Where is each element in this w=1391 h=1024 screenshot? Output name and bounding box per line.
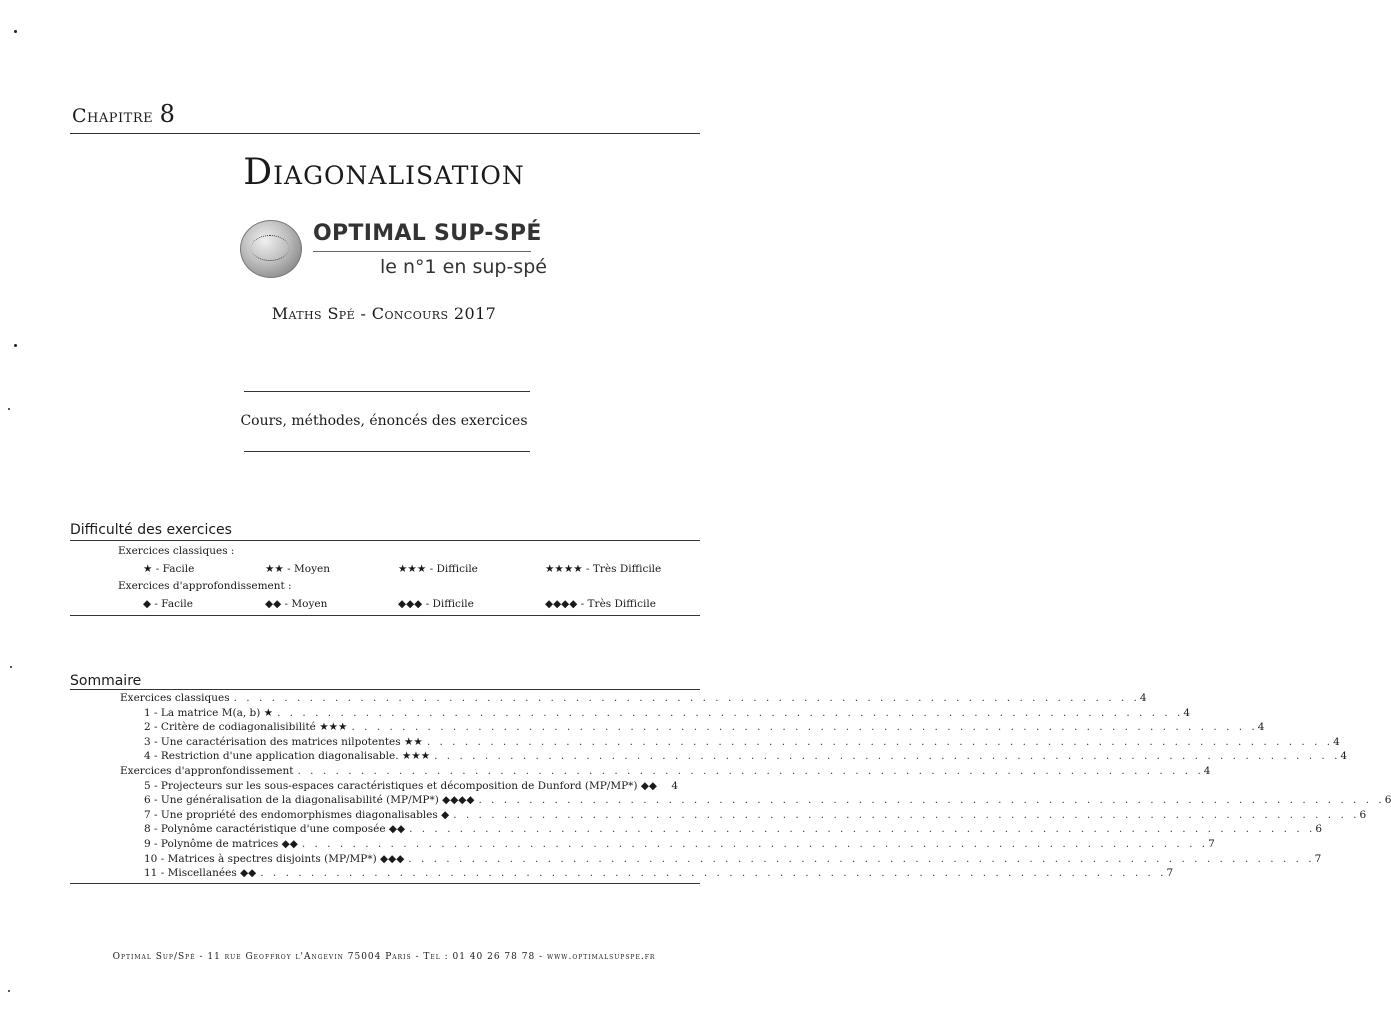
scan-mark	[10, 666, 12, 668]
toc-label: 3 - Une caractérisation des matrices nilpotentes ★★	[144, 735, 423, 748]
toc-leader: . . . . . . . . . . . . . . . . . . . . . . . . . . . . . . . . . . . . . . . . . . . . . . . . . . . . . . . . . . . . . . . . . . . . . . . .	[478, 794, 1385, 807]
toc-leader: . . . . . . . . . . . . . . . . . . . . . . . . . . . . . . . . . . . . . . . . . . . . . . . . . . . . . . . . . . . . . . . . . . . . . . . .	[301, 837, 1209, 850]
level-text: - Très Difficile	[580, 598, 656, 610]
toc-page: 7	[1314, 852, 1322, 865]
toc-leader: . . . . . . . . . . . . . . . . . . . . . . . . . . . . . . . . . . . . . . . . . . . . . . . . . . . . . . . . . . . . . . . . . . . . . . . .	[426, 735, 1334, 748]
level-text: - Moyen	[284, 598, 328, 610]
toc-label: 8 - Polynôme caractéristique d'une composée ◆◆	[144, 823, 406, 836]
advanced-label: Exercices d'approfondissement :	[118, 580, 292, 592]
toc-page: 7	[1166, 867, 1174, 880]
toc-leader: . . . . . . . . . . . . . . . . . . . . . . . . . . . . . . . . . . . . . . . . . . . . . . . . . . . . . . . . . . . . . . . . . . . . . . . .	[297, 764, 1204, 777]
level-text: - Facile	[155, 563, 195, 575]
toc-entry[interactable]	[70, 837, 1215, 852]
difficulty-level	[265, 563, 330, 575]
divider	[70, 615, 700, 616]
page-title: Diagonalisation	[243, 152, 525, 193]
chapter-label: Chapitre	[72, 105, 154, 127]
toc-page: 4	[1340, 750, 1348, 763]
difficulty-level	[545, 598, 656, 610]
scan-mark	[8, 408, 10, 410]
toc-leader: . . . . . . . . . . . . . . . . . . . . . . . . . . . . . . . . . . . . . . . . . . . . . . . . . . . . . . . . . . . . . . . . . . . . . . . .	[408, 852, 1315, 865]
scan-mark	[14, 30, 17, 33]
toc-entry[interactable]	[70, 793, 1391, 808]
toc-entry[interactable]	[70, 735, 1340, 750]
toc-leader: . . . . . . . . . . . . . . . . . . . . . . . . . . . . . . . . . . . . . . . . . . . . . . . . . . . . . . . . . . . . . . . . . . . . . . . .	[409, 823, 1316, 836]
toc-label: 1 - La matrice M(a, b) ★	[144, 706, 274, 719]
subtitle: Cours, méthodes, énoncés des exercices	[240, 413, 528, 429]
diamond-rating-icon: ◆◆◆	[398, 598, 423, 610]
chapter-heading	[72, 100, 175, 128]
difficulty-level	[398, 598, 474, 610]
toc-leader: . . . . . . . . . . . . . . . . . . . . . . . . . . . . . . . . . . . . . . . . . . . . . . . . . . . . . . . . . . . . . . . . . . . . . . . .	[453, 808, 1360, 821]
level-text: - Difficile	[429, 563, 478, 575]
toc-section[interactable]	[70, 764, 1211, 779]
classic-label: Exercices classiques :	[118, 545, 235, 557]
divider	[244, 391, 530, 392]
globe-logo-icon	[240, 220, 302, 278]
divider	[70, 133, 700, 134]
toc-entry[interactable]	[70, 779, 678, 794]
divider	[70, 540, 700, 541]
table-of-contents	[70, 691, 1391, 881]
toc-label: 6 - Une généralisation de la diagonalisabilité (MP/MP*) ◆◆◆◆	[144, 794, 475, 807]
star-rating-icon: ★★★	[398, 563, 427, 575]
toc-page: 7	[1208, 837, 1215, 850]
toc-page: 4	[1183, 706, 1191, 719]
toc-section[interactable]	[70, 691, 1147, 706]
brand-tagline: le n°1 en sup-spé	[380, 256, 547, 278]
difficulty-level	[143, 598, 193, 610]
brand-name: OPTIMAL SUP-SPÉ	[313, 221, 542, 246]
difficulty-title: Difficulté des exercices	[70, 522, 232, 538]
toc-label: Exercices classiques	[120, 692, 230, 704]
difficulty-level	[398, 563, 478, 575]
toc-leader: . . . . . . . . . . . . . . . . . . . . . . . . . . . . . . . . . . . . . . . . . . . . . . . . . . . . . . . . . . . . . . . . . . . . . . . .	[233, 692, 1140, 704]
star-rating-icon: ★★★★	[545, 563, 583, 575]
toc-entry[interactable]	[70, 706, 1191, 721]
diamond-rating-icon: ◆◆◆◆	[545, 598, 578, 610]
level-text: - Moyen	[287, 563, 331, 575]
toc-page: 6	[1384, 794, 1391, 807]
toc-label: 11 - Miscellanées ◆◆	[144, 867, 257, 880]
toc-entry[interactable]	[70, 749, 1348, 764]
difficulty-level	[265, 598, 327, 610]
page-footer: Optimal Sup/Spé - 11 rue Geoffroy l'Angevin 75004 Paris - Tel : 01 40 26 78 78 - www.optimalsupspe.fr	[112, 952, 656, 962]
toc-page: 4	[1203, 764, 1211, 777]
toc-leader: . . . . . . . . . . . . . . . . . . . . . . . . . . . . . . . . . . . . . . . . . . . . . . . . . . . . . . . . . . . . . . . . . . . . . . . .	[351, 721, 1258, 734]
toc-entry[interactable]	[70, 852, 1322, 867]
toc-label: 5 - Projecteurs sur les sous-espaces caractéristiques et décomposition de Dunford (MP/MP*) ◆◆	[144, 779, 657, 792]
toc-page: 4	[671, 779, 678, 792]
toc-leader: . . . . . . . . . . . . . . . . . . . . . . . . . . . . . . . . . . . . . . . . . . . . . . . . . . . . . . . . . . . . . . . . . . . . . . . .	[277, 706, 1184, 719]
toc-entry[interactable]	[70, 808, 1367, 823]
level-text: - Facile	[154, 598, 193, 610]
level-text: - Très Difficile	[586, 563, 662, 575]
star-rating-icon: ★★	[265, 563, 284, 575]
toc-page: 6	[1315, 823, 1323, 836]
toc-leader: . . . . . . . . . . . . . . . . . . . . . . . . . . . . . . . . . . . . . . . . . . . . . . . . . . . . . . . . . . . . . . . . . . . . . . . .	[434, 750, 1341, 763]
toc-page: 6	[1359, 808, 1367, 821]
diamond-rating-icon: ◆	[143, 598, 152, 610]
chapter-number: 8	[159, 100, 176, 128]
toc-label: 7 - Une propriété des endomorphismes diagonalisables ◆	[144, 808, 450, 821]
toc-entry[interactable]	[70, 866, 1174, 881]
toc-label: 4 - Restriction d'une application diagonalisable. ★★★	[144, 750, 431, 763]
toc-label: Exercices d'appronfondissement	[120, 764, 294, 777]
star-rating-icon: ★	[143, 563, 153, 575]
toc-label: 2 - Critère de codiagonalisibilité ★★★	[144, 721, 348, 734]
toc-page: 4	[1139, 692, 1147, 704]
divider	[244, 451, 530, 452]
difficulty-level	[143, 563, 194, 575]
toc-page: 4	[1257, 721, 1265, 734]
difficulty-level	[545, 563, 661, 575]
divider	[70, 689, 700, 690]
toc-entry[interactable]	[70, 720, 1265, 735]
series-title: Maths Spé - Concours 2017	[271, 304, 497, 323]
toc-entry[interactable]	[70, 822, 1323, 837]
toc-leader: . . . . . . . . . . . . . . . . . . . . . . . . . . . . . . . . . . . . . . . . . . . . . . . . . . . . . . . . . . . . . . . . . . . . . . . .	[260, 867, 1167, 880]
divider	[313, 251, 531, 252]
scan-mark	[8, 990, 10, 992]
toc-page: 4	[1333, 735, 1340, 748]
divider	[70, 883, 700, 884]
diamond-rating-icon: ◆◆	[265, 598, 282, 610]
summary-title: Sommaire	[70, 673, 142, 689]
level-text: - Difficile	[425, 598, 474, 610]
toc-label: 9 - Polynôme de matrices ◆◆	[144, 837, 298, 850]
scan-mark	[14, 344, 17, 347]
toc-label: 10 - Matrices à spectres disjoints (MP/MP*) ◆◆◆	[144, 852, 405, 865]
